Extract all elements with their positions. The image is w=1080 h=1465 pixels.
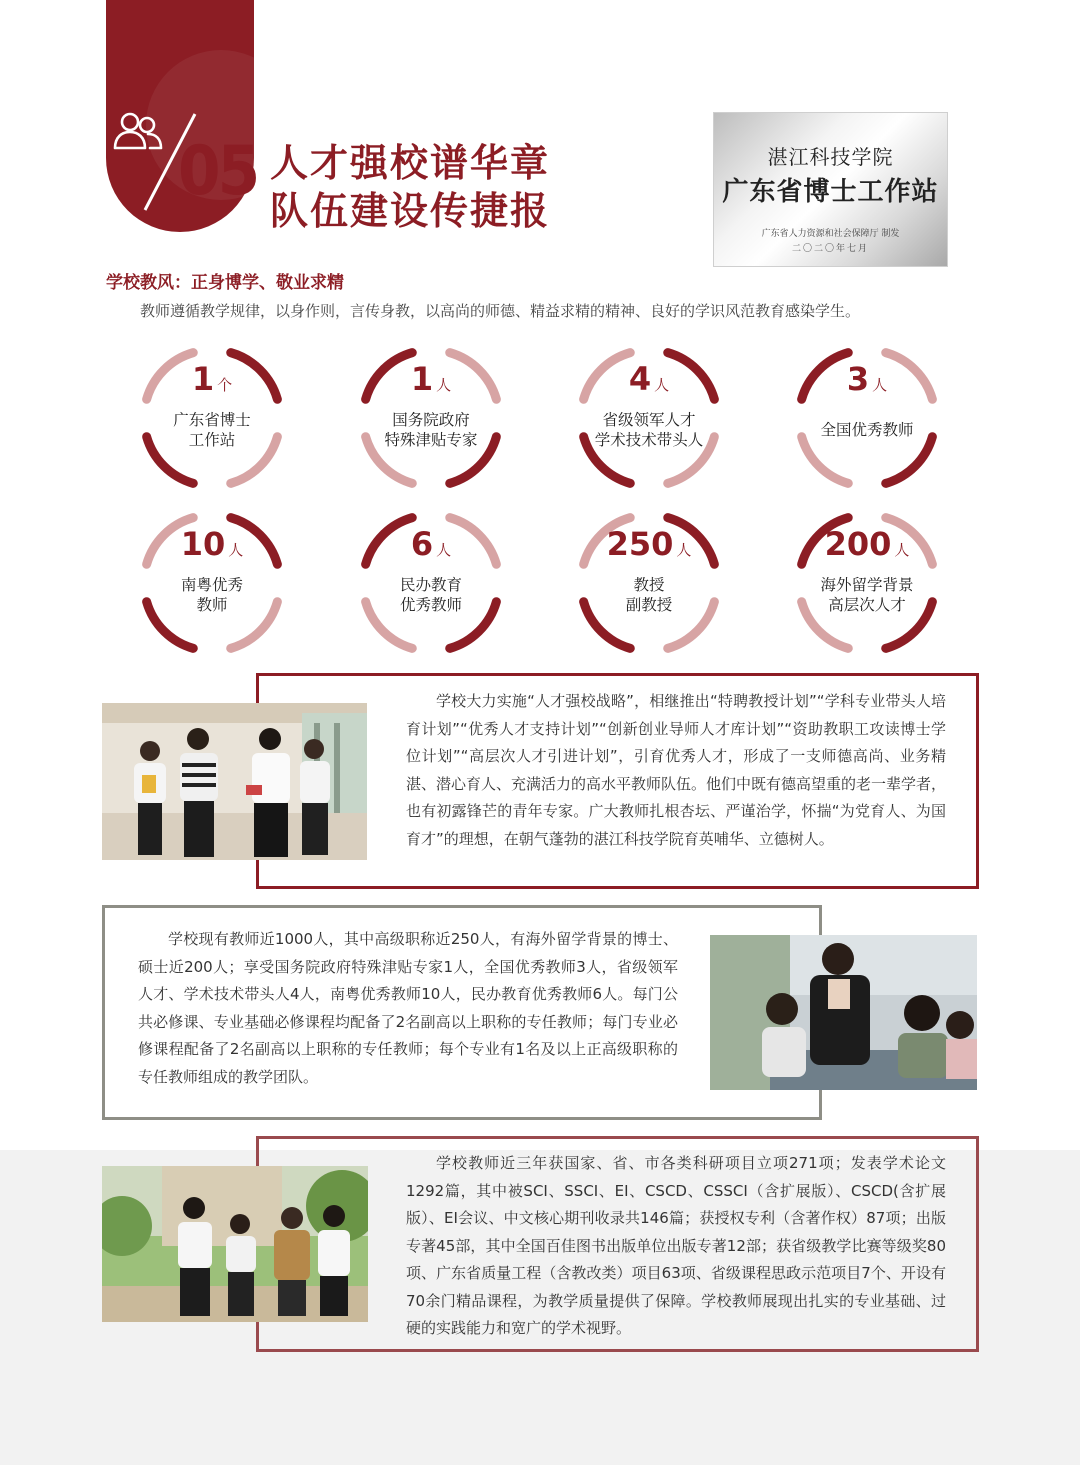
stat-badge (787, 338, 947, 498)
stat-value (351, 360, 511, 398)
stat-value (569, 360, 729, 398)
talent-strategy-text: 学校大力实施“人才强校战略”，相继推出“特聘教授计划”“学科专业带头人培育计划”“优秀人才支持计划”“创新创业导师人才库计划”“资助教职工攻读博士学位计划”“高层次人才引进计划”，引育优秀人才，形成了一支师德高尚、业务精湛、潜心育人、充满活力的高水平教师队伍。他们中既有德高望重的老一辈学者，也有初露锋芒的青年专家。广大教师扎根杏坛、严谨治学，怀揣“为党育人、为国育才”的理想，在朝气蓬勃的湛江科技学院育英哺华、立德树人。 (406, 692, 947, 848)
stat-label-line2: 工作站 (188, 431, 236, 449)
stat-number: 3 (846, 360, 870, 398)
stat-unit: 人 (676, 541, 692, 559)
stat-label-line2: 优秀教师 (399, 596, 462, 614)
stat-unit: 人 (654, 376, 670, 394)
stat-label-line1: 民办教育 (399, 576, 462, 594)
title-line-2: 队伍建设传捷报 (270, 189, 551, 233)
stat-unit: 人 (436, 541, 452, 559)
stat-number: 4 (628, 360, 652, 398)
doctoral-station-plaque (713, 112, 948, 267)
plaque-issuer: 广东省人力资源和社会保障厅 制发 (761, 229, 900, 239)
stat-value (132, 525, 292, 563)
stat-number: 1 (191, 360, 215, 398)
plaque-date: 二〇二〇年七月 (791, 244, 869, 254)
teachers-students-photo (102, 703, 367, 860)
teaching-motto-description: 教师遵循教学规律，以身作则，言传身教，以高尚的师德、精益求精的精神、良好的学识风范教育感染学生。 (140, 302, 861, 320)
stat-label-line2: 高层次人才 (828, 596, 906, 614)
stat-badge (132, 503, 292, 663)
stat-label-line1: 南粤优秀 (180, 576, 243, 594)
stat-label-line1: 海外留学背景 (820, 576, 914, 594)
stat-number: 6 (410, 525, 434, 563)
stat-label-line2: 教师 (196, 596, 228, 614)
stat-number: 1 (410, 360, 434, 398)
stat-unit: 人 (872, 376, 888, 394)
faculty-overview-text: 学校现有教师近1000人，其中高级职称近250人，有海外留学背景的博士、硕士近200人；享受国务院政府特殊津贴专家1人，全国优秀教师3人，省级领军人才、学术技术带头人4人，南粤优秀教师10人，民办教育优秀教师6人。每门公共必修课、专业基础必修课程均配备了2名副高以上职称的专任教师；每门专业必修课程配备了2名副高以上职称的专任教师；每个专业有1名及以上正高级职称的专任教师组成的教学团队。 (138, 930, 678, 1086)
stat-number: 200 (824, 525, 892, 563)
stat-value (132, 360, 292, 398)
section-number-text: 05 (178, 132, 258, 211)
stat-badge (351, 503, 511, 663)
stat-label-line1: 教授 (633, 576, 665, 594)
outdoor-students-photo (102, 1166, 368, 1322)
stat-value (351, 525, 511, 563)
stat-unit: 个 (217, 376, 233, 394)
ring-segment (802, 437, 849, 484)
stat-unit: 人 (894, 541, 910, 559)
stat-label-line1: 全国优秀教师 (820, 421, 914, 439)
stat-value (569, 525, 729, 563)
plaque-school: 湛江科技学院 (767, 145, 894, 169)
stat-badge (132, 338, 292, 498)
stat-label-line1: 国务院政府 (392, 411, 470, 429)
stat-badge (569, 503, 729, 663)
section-number (178, 132, 257, 212)
research-achievements-text: 学校教师近三年获国家、省、市各类科研项目立项271项；发表学术论文1292篇，其中被SCI、SSCI、EI、CSCD、CSSCI（含扩展版）、CSCD(含扩展版）、EI会议、中文核心期刊收录共146篇；获授权专利（含著作权）87项；出版专著45部，其中全国百佳图书出版单位出版专著12部；获省级教学比赛等级奖80项、广东省质量工程（含教改类）项目63项、省级课程思政示范项目7个、开设有70余门精品课程，为教学质量提供了保障。学校教师展现出扎实的专业基础、过硬的实践能力和宽广的学术视野。 (406, 1154, 946, 1337)
stat-number: 10 (180, 525, 226, 563)
stat-badge (569, 338, 729, 498)
title-line-1: 人才强校谱华章 (270, 141, 551, 185)
stat-unit: 人 (436, 376, 452, 394)
stat-label-line1: 省级领军人才 (602, 411, 696, 429)
stat-badge (351, 338, 511, 498)
stat-label-line1: 广东省博士 (173, 411, 251, 429)
stat-label-line2: 特殊津贴专家 (384, 431, 478, 449)
teaching-motto-heading: 学校教风：正身博学、敬业求精 (106, 273, 344, 293)
stat-label-line2: 副教授 (625, 596, 673, 614)
stat-value (787, 360, 947, 398)
stat-badge (787, 503, 947, 663)
stat-value (787, 525, 947, 563)
stat-unit: 人 (228, 541, 244, 559)
plaque-title: 广东省博士工作站 (722, 177, 939, 207)
stat-number: 250 (606, 525, 674, 563)
ring-segment (886, 437, 933, 484)
stat-label-line2: 学术技术带头人 (594, 431, 704, 449)
classroom-teaching-photo (710, 935, 977, 1090)
